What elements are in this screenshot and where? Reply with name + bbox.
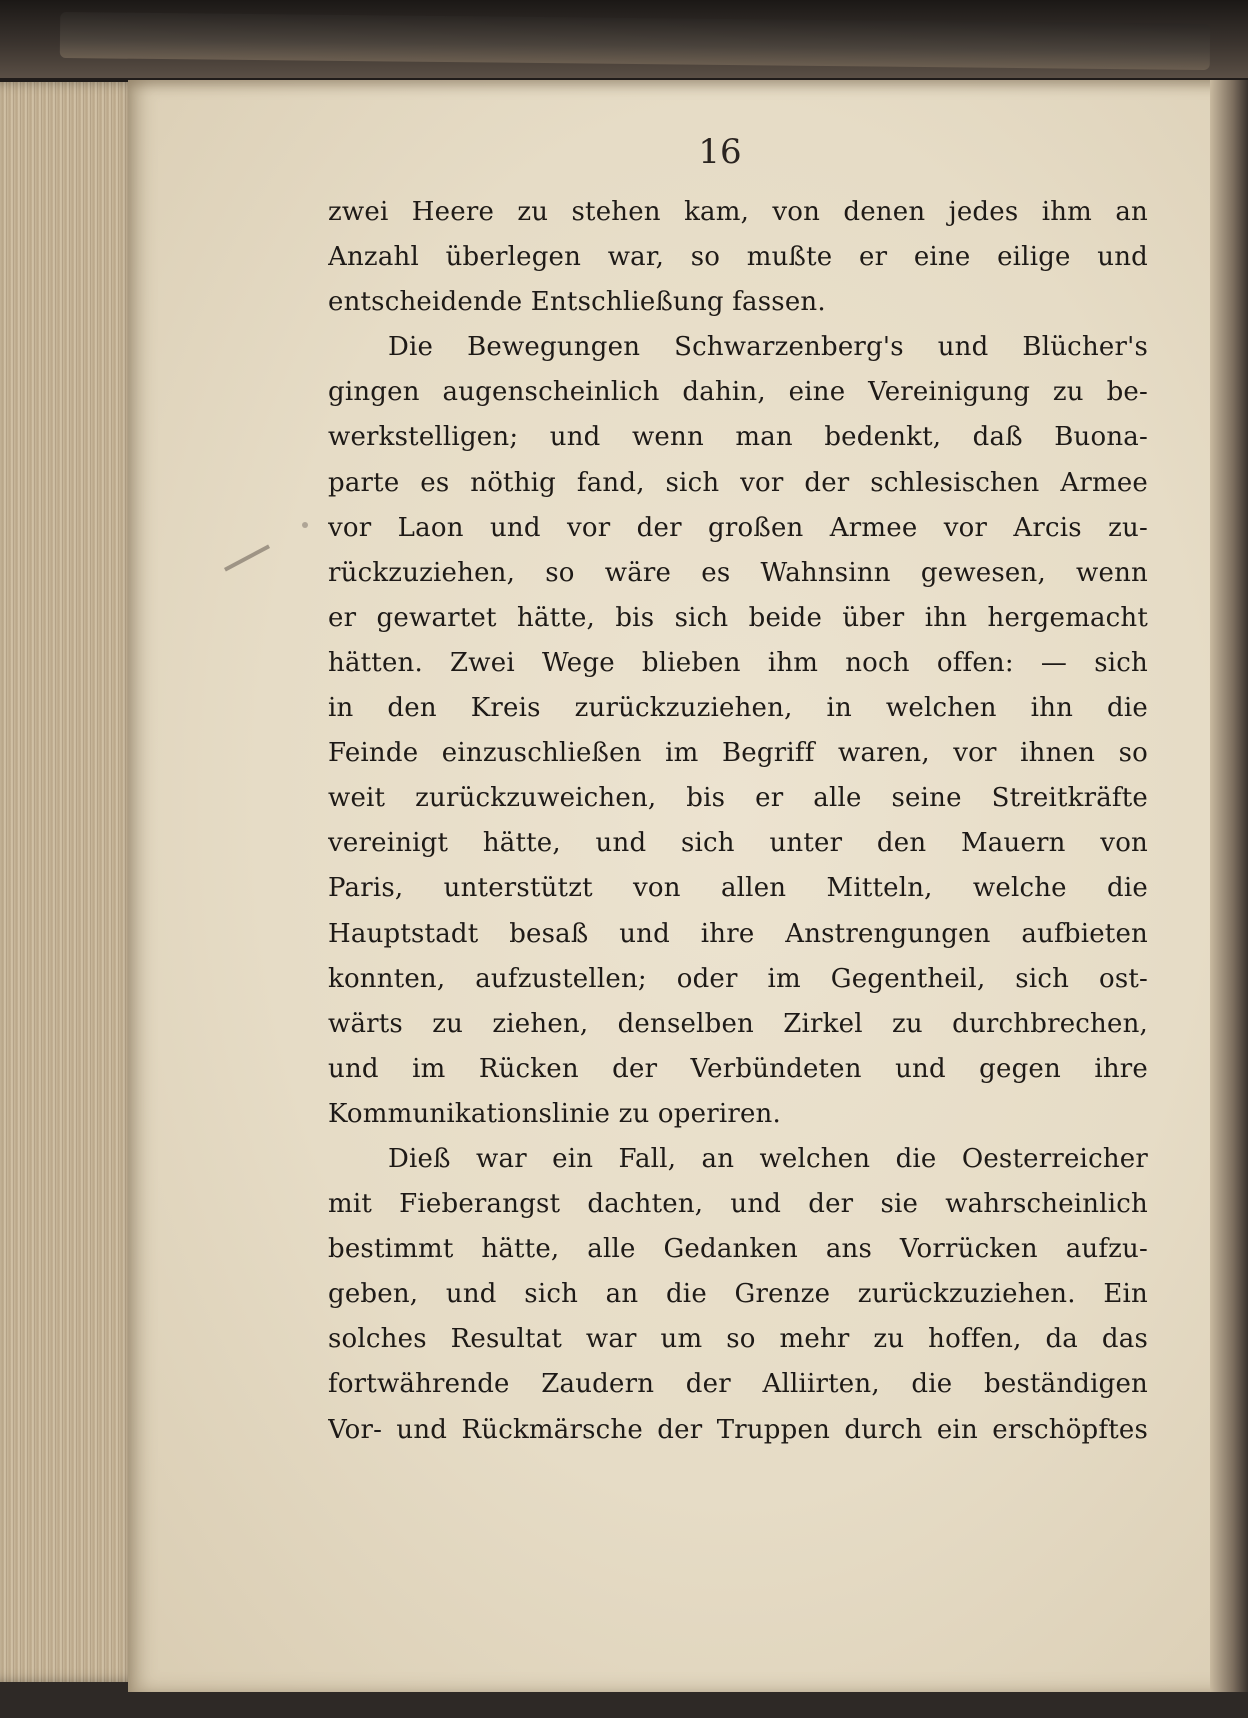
text-line: fortwährende Zaudern der Alliirten, die beständigen	[328, 1369, 1148, 1400]
text-line: Dieß war ein Fall, an welchen die Oesterreicher	[388, 1143, 1148, 1174]
text-line: bestimmt hätte, alle Gedanken ans Vorrücken aufzu-	[328, 1234, 1148, 1265]
text-line: wärts zu ziehen, denselben Zirkel zu durchbrechen,	[328, 1008, 1148, 1039]
text-line: werkstelligen; und wenn man bedenkt, daß Buona-	[328, 422, 1148, 453]
text-line: entscheidende Entschließung fassen.	[328, 287, 826, 318]
text-line: in den Kreis zurückzuziehen, in welchen ihn die	[328, 693, 1148, 724]
text-line: Die Bewegungen Schwarzenberg's und Blücher's	[388, 332, 1148, 363]
text-line: solches Resultat war um so mehr zu hoffen, da das	[328, 1324, 1148, 1355]
text-line: gingen augenscheinlich dahin, eine Vereinigung zu be-	[328, 377, 1148, 408]
text-line: Paris, unterstützt von allen Mitteln, welche die	[328, 873, 1148, 904]
text-line: weit zurückzuweichen, bis er alle seine Streitkräfte	[328, 783, 1148, 814]
page-number: 16	[698, 132, 742, 172]
text-line: vor Laon und vor der großen Armee vor Arcis zu-	[328, 512, 1148, 543]
text-line: konnten, aufzustellen; oder im Gegentheil, sich ost-	[328, 963, 1148, 994]
page-stack-edges	[0, 82, 140, 1682]
text-line: Hauptstadt besaß und ihre Anstrengungen aufbieten	[328, 918, 1148, 949]
text-line: er gewartet hätte, bis sich beide über ihn hergemacht	[328, 602, 1148, 633]
body-text	[328, 190, 1148, 1453]
text-line: zwei Heere zu stehen kam, von denen jedes ihm an	[328, 197, 1148, 227]
book-right-edge	[1210, 80, 1248, 1692]
text-line: mit Fieberangst dachten, und der sie wahrscheinlich	[328, 1189, 1148, 1220]
text-line: vereinigt hätte, und sich unter den Mauern von	[328, 828, 1148, 859]
pencil-dot	[302, 522, 308, 528]
text-line: Kommunikationslinie zu operiren.	[328, 1098, 781, 1129]
text-line: geben, und sich an die Grenze zurückzuziehen. Ein	[328, 1279, 1148, 1310]
text-line: Feinde einzuschließen im Begriff waren, vor ihnen so	[328, 738, 1148, 769]
text-line: hätten. Zwei Wege blieben ihm noch offen: — sich	[328, 647, 1148, 678]
text-line: Anzahl überlegen war, so mußte er eine eilige und	[328, 242, 1148, 273]
text-line: rückzuziehen, so wäre es Wahnsinn gewesen, wenn	[328, 557, 1148, 588]
text-line: Vor- und Rückmärsche der Truppen durch ein erschöpftes	[328, 1414, 1148, 1445]
text-line: und im Rücken der Verbündeten und gegen ihre	[328, 1053, 1148, 1084]
text-line: parte es nöthig fand, sich vor der schlesischen Armee	[328, 467, 1148, 498]
